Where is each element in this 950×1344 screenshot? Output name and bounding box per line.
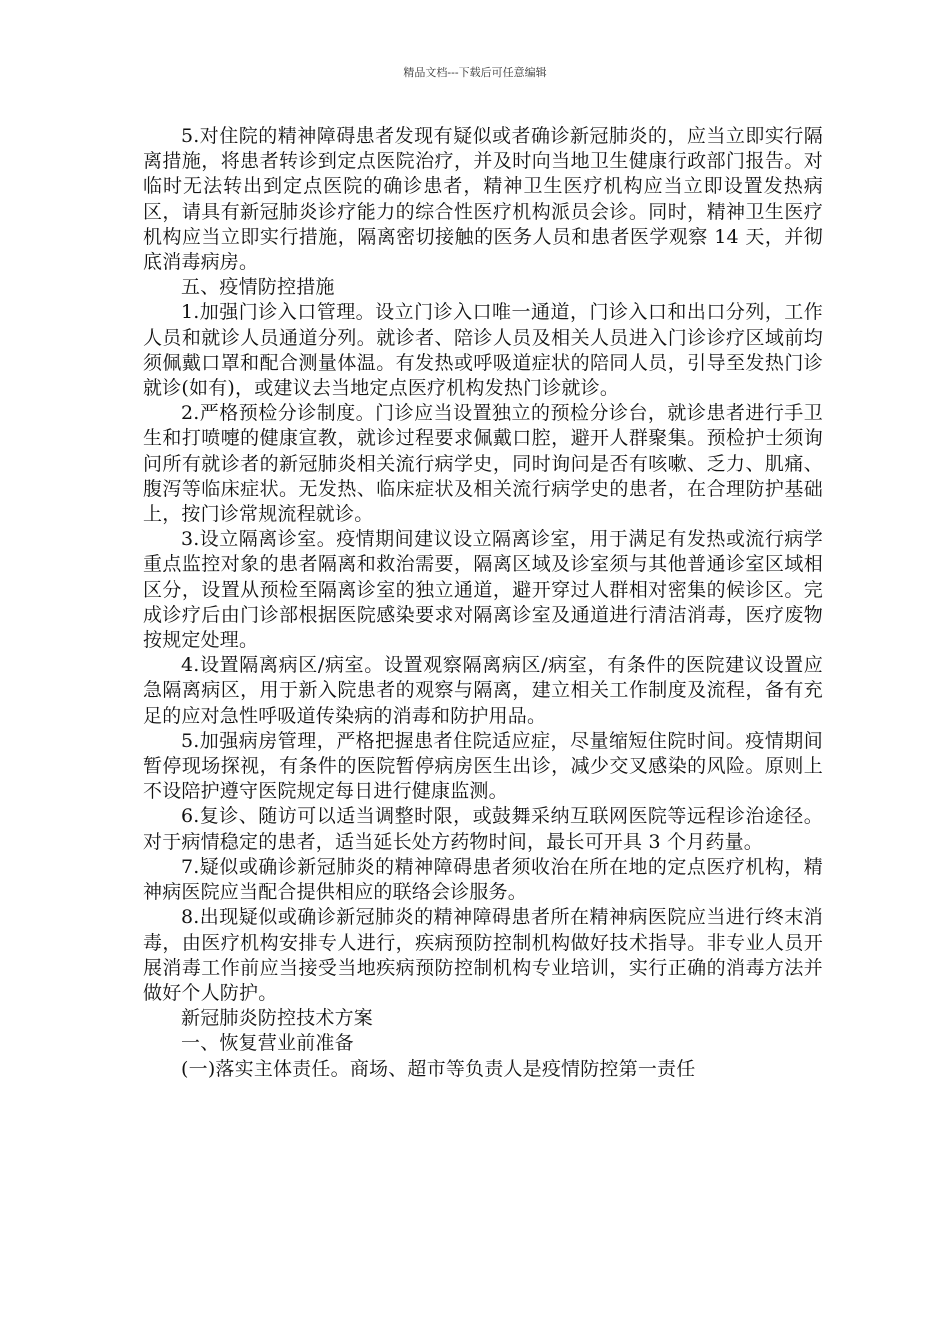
document-body	[143, 124, 823, 1082]
paragraph-isolation-ward: 4.设置隔离病区/病室。设置观察隔离病区/病室，有条件的医院建议设置应急隔离病区，用于新入院患者的观察与隔离，建立相关工作制度及流程，备有充足的应对急性呼吸道传染病的消毒和防护用品。	[143, 654, 823, 727]
paragraph-terminal-disinfection: 8.出现疑似或确诊新冠肺炎的精神障碍患者所在精神病医院应当进行终末消毒，由医疗机构安排专人进行，疾病预防控制机构做好技术指导。非专业人员开展消毒工作前应当接受当地疾病预防控制机构专业培训，实行正确的消毒方法并做好个人防护。	[143, 906, 823, 1004]
paragraph-isolation-room: 3.设立隔离诊室。疫情期间建议设立隔离诊室，用于满足有发热或流行病学重点监控对象的患者隔离和救治需要，隔离区域及诊室须与其他普通诊室区域相区分，设置从预检至隔离诊室的独立通道，避开穿过人群相对密集的候诊区。完成诊疗后由门诊部根据医院感染要求对隔离诊室及通道进行清洁消毒，医疗废物按规定处理。	[143, 528, 823, 652]
paragraph-follow-up: 6.复诊、随访可以适当调整时限，或鼓舞采纳互联网医院等远程诊治途径。对于病情稳定的患者，适当延长处方药物时间，最长可开具 3 个月药量。	[143, 805, 823, 853]
paragraph-ward-management: 5.加强病房管理，严格把握患者住院适应症，尽量缩短住院时间。疫情期间暂停现场探视，有条件的医院暂停病房医生出诊，减少交叉感染的风险。原则上不设陪护遵守医院规定每日进行健康监测。	[143, 729, 823, 803]
heading-technical-plan: 新冠肺炎防控技术方案	[181, 1007, 374, 1030]
paragraph-main-responsibility: (一)落实主体责任。商场、超市等负责人是疫情防控第一责任	[181, 1057, 696, 1080]
heading-pre-reopening: 一、恢复营业前准备	[181, 1032, 354, 1055]
paragraph-triage: 2.严格预检分诊制度。门诊应当设置独立的预检分诊台，就诊患者进行手卫生和打喷嚏的健康宣教，就诊过程要求佩戴口腔，避开人群聚集。预检护士须询问所有就诊者的新冠肺炎相关流行病学史，同时询问是否有咳嗽、乏力、肌痛、腹泻等临床症状。无发热、临床症状及相关流行病学史的患者，在合理防护基础上，按门诊常规流程就诊。	[143, 402, 823, 526]
section-heading-prevention-measures: 五、疫情防控措施	[181, 276, 335, 299]
paragraph-item-5-isolation: 5.对住院的精神障碍患者发现有疑似或者确诊新冠肺炎的，应当立即实行隔离措施，将患者转诊到定点医院治疗，并及时向当地卫生健康行政部门报告。对临时无法转出到定点医院的确诊患者，精神卫生医疗机构应当立即设置发热病区，请具有新冠肺炎诊疗能力的综合性医疗机构派员会诊。同时，精神卫生医疗机构应当立即实行措施，隔离密切接触的医务人员和患者医学观察 14 天，并彻底消毒病房。	[143, 125, 823, 274]
paragraph-outpatient-entrance: 1.加强门诊入口管理。设立门诊入口唯一通道，门诊入口和出口分列，工作人员和就诊人员通道分列。就诊者、陪诊人员及相关人员进入门诊诊疗区域前均须佩戴口罩和配合测量体温。有发热或呼吸道症状的陪同人员，引导至发热门诊就诊(如有)，或建议去当地定点医疗机构发热门诊就诊。	[143, 301, 823, 400]
paragraph-designated-hospital: 7.疑似或确诊新冠肺炎的精神障碍患者须收治在所在地的定点医疗机构，精神病医院应当配合提供相应的联络会诊服务。	[143, 855, 823, 904]
page-header: 精品文档---下载后可任意编辑	[403, 66, 547, 79]
